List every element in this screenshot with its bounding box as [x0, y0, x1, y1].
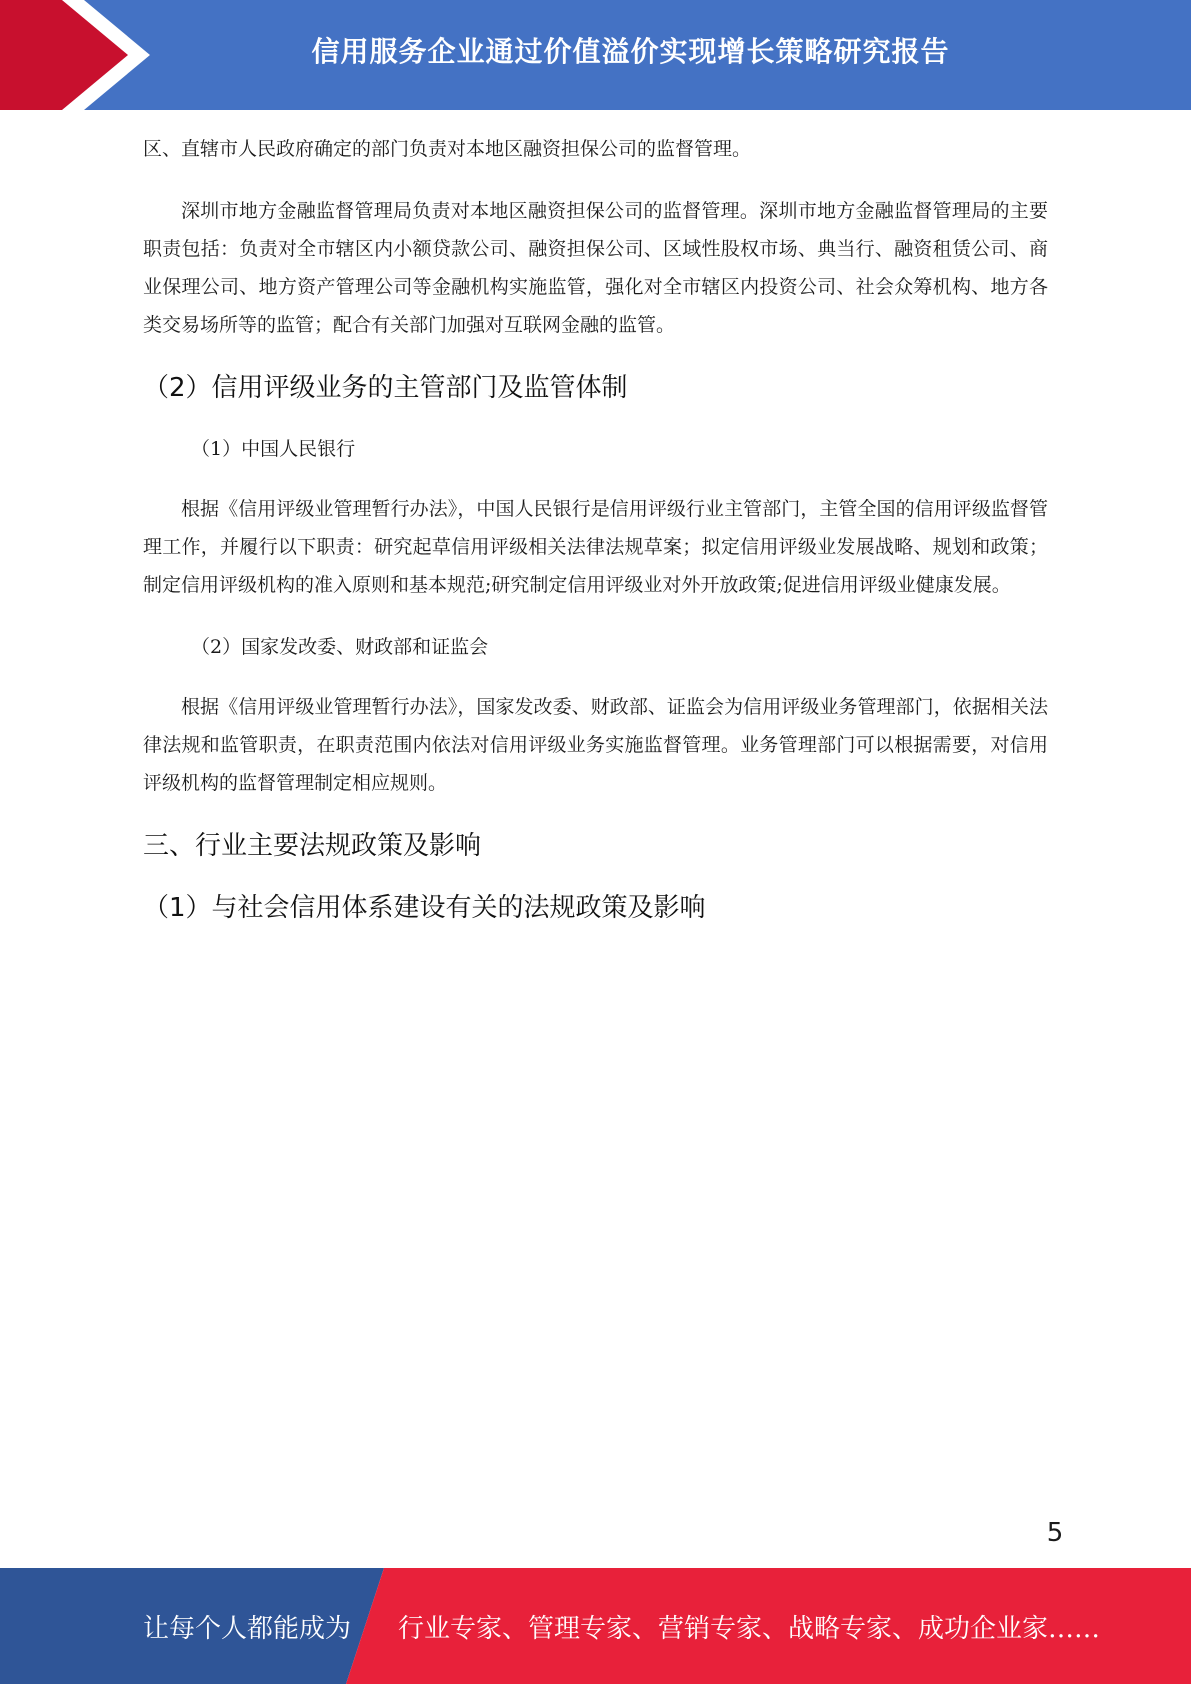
page-content	[143, 130, 1048, 950]
footer-slogan-right: 行业专家、管理专家、营销专家、战略专家、成功企业家……	[398, 1613, 1101, 1644]
paragraph-continuation: 区、直辖市人民政府确定的部门负责对本地区融资担保公司的监督管理。	[143, 138, 752, 160]
footer-slogan-left: 让每个人都能成为	[143, 1613, 352, 1644]
chapter-heading-policies: 三、行业主要法规政策及影响	[143, 831, 482, 861]
subitem-pboc: （1）中国人民银行	[191, 438, 356, 460]
paragraph-shenzhen-regulator: 深圳市地方金融监督管理局负责对本地区融资担保公司的监督管理。深圳市地方金融监督管理局的主要职责包括：负责对全市辖区内小额贷款公司、融资担保公司、区域性股权市场、典当行、融资租赁公司、商业保理公司、地方资产管理公司等金融机构实施监管，强化对全市辖区内投资公司、社会众筹机构、地方各类交易场所等的监管；配合有关部门加强对互联网金融的监管。	[143, 200, 1048, 336]
red-chevron-shape	[0, 0, 150, 110]
paragraph-business-regulators: 根据《信用评级业管理暂行办法》，国家发改委、财政部、证监会为信用评级业务管理部门，依据相关法律法规和监管职责，在职责范围内依法对信用评级业务实施监督管理。业务管理部门可以根据需要，对信用评级机构的监督管理制定相应规则。	[143, 696, 1048, 794]
section-heading-rating-regulators: （2）信用评级业务的主管部门及监管体制	[143, 373, 628, 403]
footer-band	[0, 1568, 1191, 1684]
paragraph-pboc-duties: 根据《信用评级业管理暂行办法》，中国人民银行是信用评级行业主管部门，主管全国的信用评级监督管理工作，并履行以下职责：研究起草信用评级相关法律法规草案；拟定信用评级业发展战略、规划和政策；制定信用评级机构的准入原则和基本规范;研究制定信用评级业对外开放政策;促进信用评级业健康发展。	[143, 498, 1048, 596]
header-band	[0, 0, 1191, 110]
section-heading-credit-system-policies: （1）与社会信用体系建设有关的法规政策及影响	[143, 893, 706, 923]
subitem-ndrc-mof-csrc: （2）国家发改委、财政部和证监会	[191, 636, 489, 658]
report-title: 信用服务企业通过价值溢价实现增长策略研究报告	[311, 35, 950, 68]
page-number: 5	[1046, 1518, 1064, 1548]
